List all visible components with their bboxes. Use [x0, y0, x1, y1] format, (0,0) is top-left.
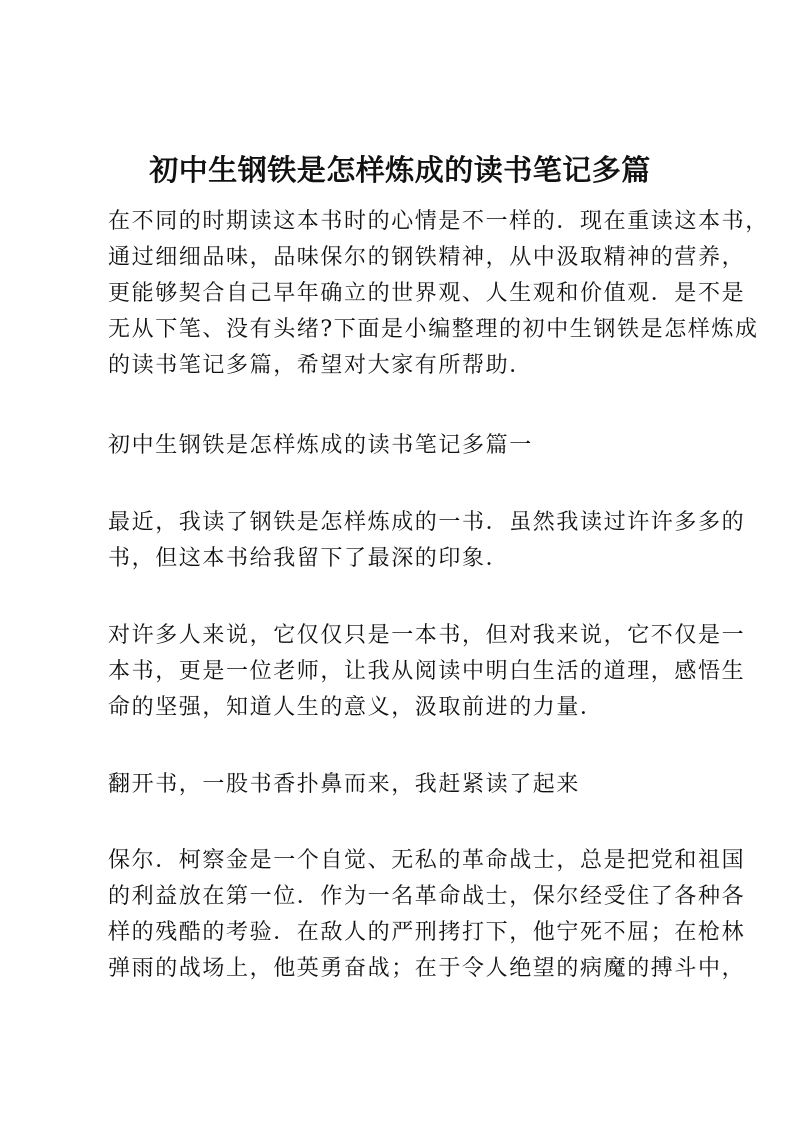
text-line: 样的残酷的考验．在敌人的严刑拷打下，他宁死不屈；在枪林 [108, 920, 746, 945]
text-line: 保尔．柯察金是一个自觉、无私的革命战士，总是把党和祖国 [108, 848, 746, 873]
text-line: 本书，更是一位老师，让我从阅读中明白生活的道理，感悟生 [108, 659, 746, 684]
body-paragraph [108, 767, 708, 803]
text-line: 通过细细品味，品味保尔的钢铁精神，从中汲取精神的营养， [108, 245, 746, 270]
text-line: 的读书笔记多篇，希望对大家有所帮助． [108, 353, 533, 378]
body-paragraph [108, 843, 746, 987]
section-heading [108, 428, 708, 464]
document-title: 初中生钢铁是怎样炼成的读书笔记多篇 [149, 153, 651, 187]
text-line: 最近，我读了钢铁是怎样炼成的一书．虽然我读过许许多多的 [108, 510, 746, 535]
text-line: 的利益放在第一位．作为一名革命战士，保尔经受住了各种各 [108, 884, 746, 909]
text-line: 书，但这本书给我留下了最深的印象． [108, 546, 510, 571]
body-paragraph [108, 505, 746, 577]
text-line: 无从下笔、没有头绪?下面是小编整理的初中生钢铁是怎样炼成 [108, 317, 759, 342]
intro-paragraph [108, 204, 769, 384]
text-line: 更能够契合自己早年确立的世界观、人生观和价值观．是不是 [108, 281, 746, 306]
text-line: 对许多人来说，它仅仅只是一本书，但对我来说，它不仅是一 [108, 623, 746, 648]
body-paragraph [108, 618, 746, 726]
text-line: 在不同的时期读这本书时的心情是不一样的．现在重读这本书， [108, 209, 769, 234]
text-line: 弹雨的战场上，他英勇奋战；在于令人绝望的病魔的搏斗中， [108, 956, 746, 981]
text-line: 初中生钢铁是怎样炼成的读书笔记多篇一 [108, 433, 533, 458]
text-line: 命的坚强，知道人生的意义，汲取前进的力量． [108, 695, 604, 720]
text-line: 翻开书，一股书香扑鼻而来，我赶紧读了起来 [108, 772, 581, 797]
